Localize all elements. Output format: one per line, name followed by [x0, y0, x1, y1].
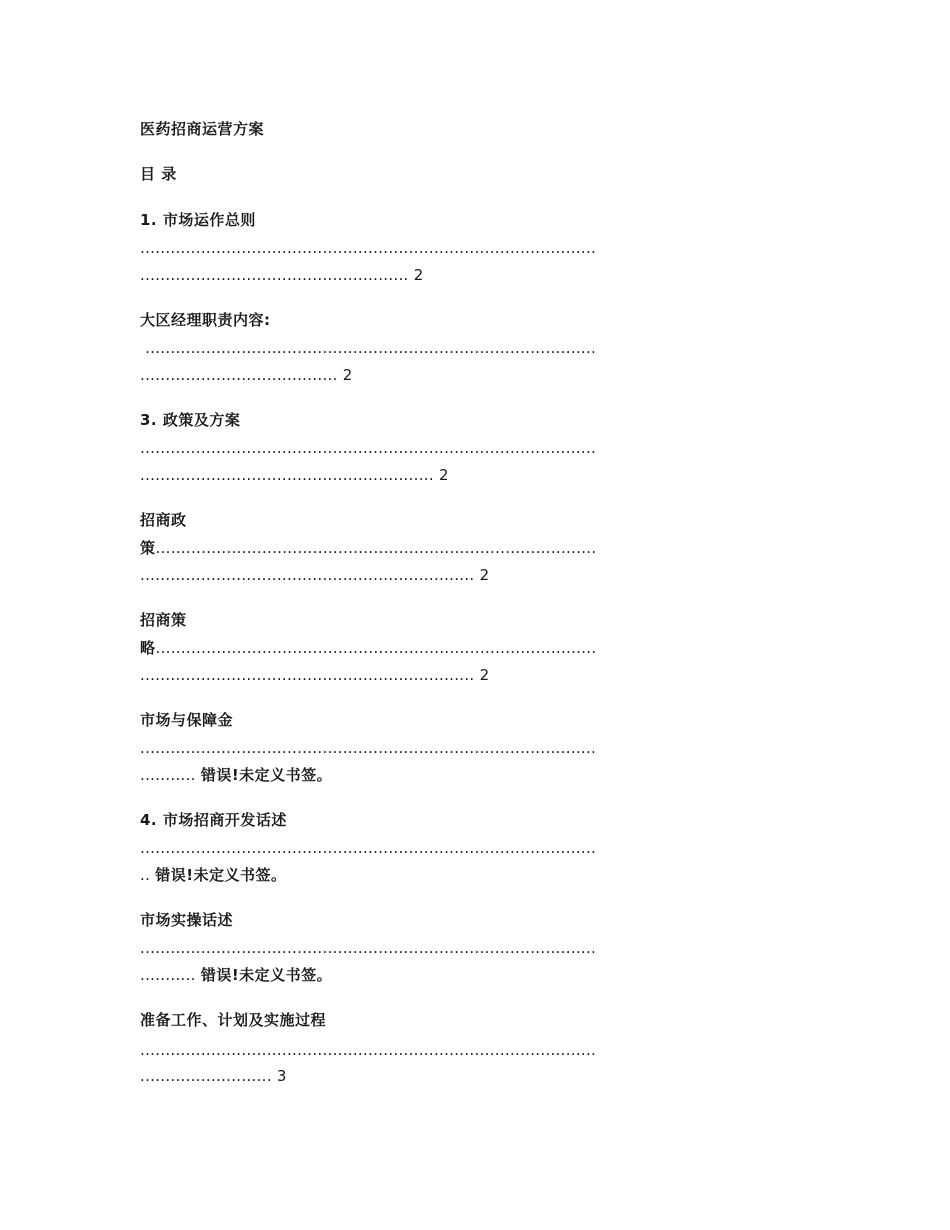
toc-entry-label[interactable]: 准备工作、计划及实施过程 [140, 1011, 327, 1029]
toc-leader: ......................................................................................... [140, 339, 597, 357]
toc-page-number[interactable]: 3 [276, 1067, 287, 1085]
toc-page-number[interactable]: 2 [439, 466, 450, 484]
toc-entry-line [140, 865, 287, 885]
toc-entry-label[interactable]: 策 [140, 539, 156, 557]
toc-entry-line [140, 265, 424, 285]
toc-leader: .......................................................................................... [140, 939, 597, 957]
toc-leader: .......................................................... [140, 466, 440, 484]
toc-leader: .................................................................. [140, 666, 480, 684]
toc-entry-label[interactable]: 1. 市场运作总则 [140, 211, 256, 229]
toc-entry-label[interactable]: 市场与保障金 [140, 711, 234, 729]
toc-page-number[interactable]: 2 [479, 566, 490, 584]
toc-entry-line [140, 765, 332, 785]
toc-page-number[interactable]: 2 [413, 266, 424, 284]
toc-entry-line [140, 465, 449, 485]
toc-bookmark-error[interactable]: 错误!未定义书签。 [200, 966, 333, 984]
toc-entry-line [140, 965, 332, 985]
toc-entry-line [140, 638, 596, 658]
toc-heading: 目 录 [140, 165, 177, 183]
toc-entry-label[interactable]: 招商政 [140, 511, 187, 529]
toc-leader: ........... [140, 766, 201, 784]
toc-entry-label[interactable]: 3. 政策及方案 [140, 411, 241, 429]
toc-leader: ..................................................... [140, 266, 414, 284]
toc-leader: .......................................................................................... [140, 839, 597, 857]
toc-entry-label[interactable]: 略 [140, 639, 156, 657]
toc-entry-label[interactable]: 大区经理职责内容: [140, 311, 271, 329]
toc-entry-label[interactable]: 市场实操话述 [140, 911, 234, 929]
toc-leader: .......................................................................................... [140, 1041, 597, 1059]
toc-leader: .......................... [140, 1067, 277, 1085]
toc-page-number[interactable]: 2 [479, 666, 490, 684]
toc-leader: ....................................................................................... [155, 639, 597, 657]
toc-leader: ....................................... [140, 366, 343, 384]
toc-entry-line [140, 565, 490, 585]
toc-leader: .................................................................. [140, 566, 480, 584]
toc-bookmark-error[interactable]: 错误!未定义书签。 [155, 866, 287, 884]
toc-leader: .. [140, 866, 156, 884]
toc-entry-line [140, 538, 596, 558]
toc-leader: .......................................................................................... [140, 739, 597, 757]
toc-entry-line [140, 365, 353, 385]
toc-entry-label[interactable]: 4. 市场招商开发话述 [140, 811, 287, 829]
toc-entry-label[interactable]: 招商策 [140, 611, 187, 629]
toc-leader: .......................................................................................... [140, 239, 597, 257]
toc-leader: ........... [140, 966, 201, 984]
toc-page-number[interactable]: 2 [342, 366, 353, 384]
toc-bookmark-error[interactable]: 错误!未定义书签。 [200, 766, 333, 784]
toc-entry-line [140, 1066, 287, 1086]
toc-leader: .......................................................................................... [140, 439, 597, 457]
toc-leader: ....................................................................................... [155, 539, 597, 557]
document-title: 医药招商运营方案 [140, 120, 265, 138]
toc-entry-line [140, 665, 490, 685]
